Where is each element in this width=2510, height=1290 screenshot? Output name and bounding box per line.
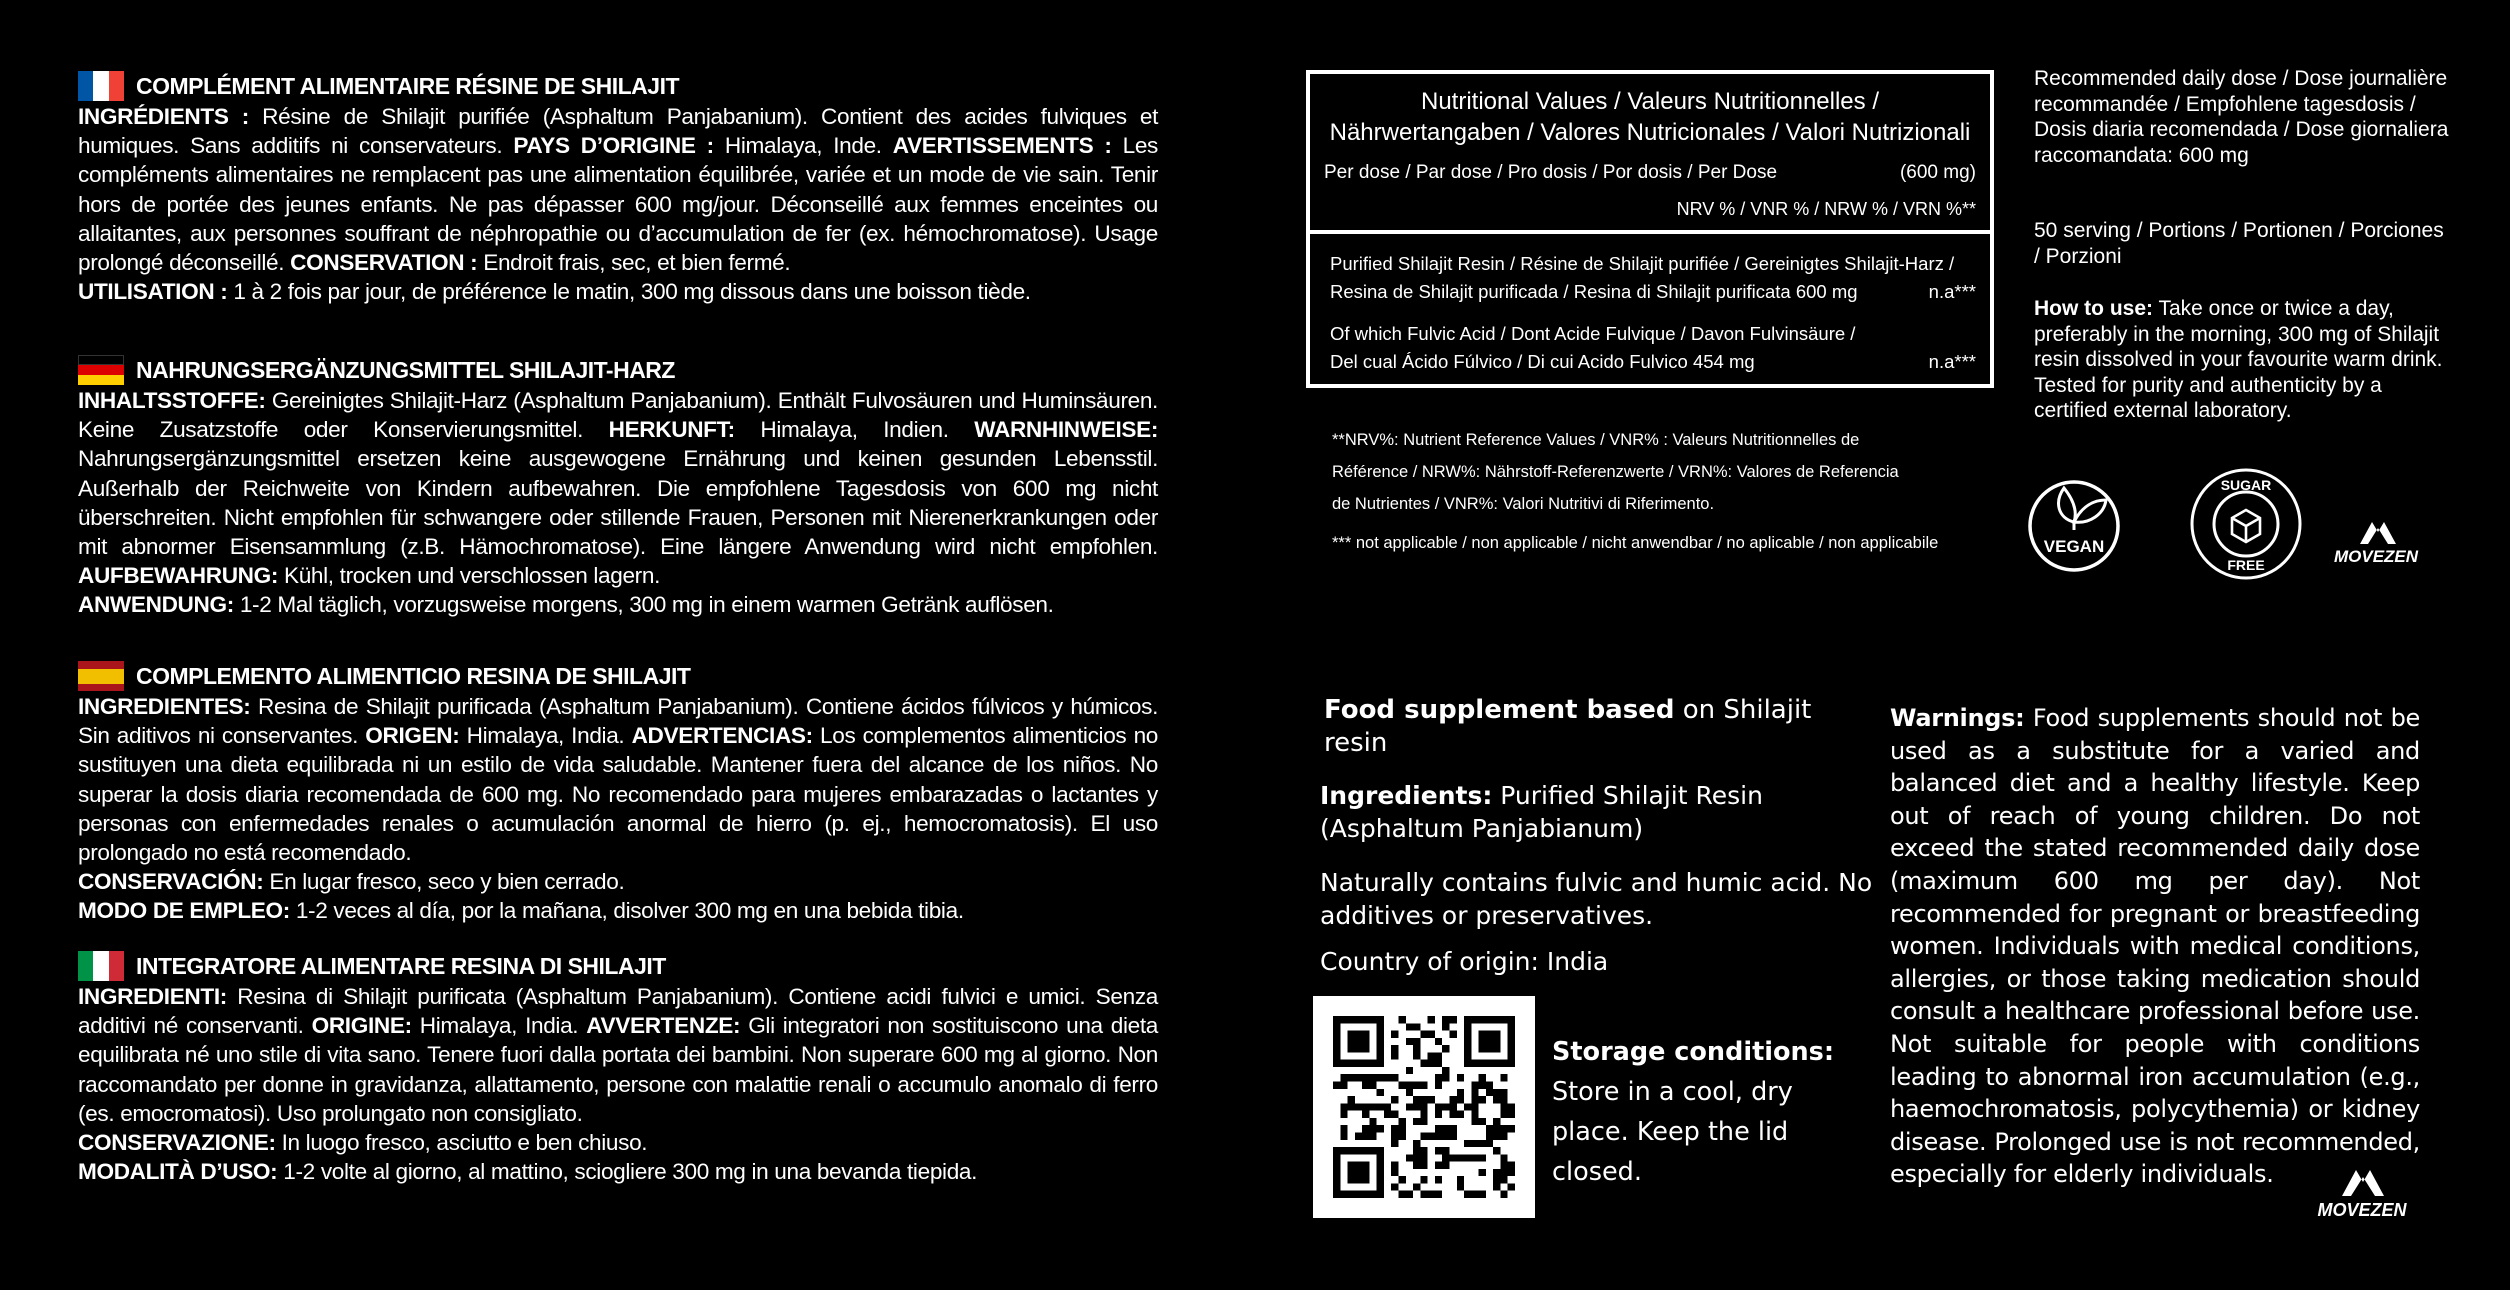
mountain-logo-icon [2292, 1160, 2432, 1220]
sugar-cube-icon [2188, 466, 2304, 582]
de-origin-label: HERKUNFT: [608, 417, 735, 443]
qr-finder-pattern [1333, 1147, 1384, 1198]
it-ingredients-text: Resina di Shilajit purificata (Asphaltum Panjabanium). Contiene acidi fulvici e umici. Senza additivi né conservanti. [78, 984, 1158, 1039]
vegan-badge [2024, 468, 2124, 578]
fr-warnings-label: AVERTISSEMENTS : [892, 133, 1112, 159]
fr-use-text: 1 à 2 fois par jour, de préférence le matin, 300 mg dissous dans une boisson tiède. [233, 279, 1031, 305]
brand-logo-lower [2292, 1160, 2432, 1220]
qr-finder-pattern [1464, 1016, 1515, 1067]
it-ingredients-label: INGREDIENTI: [78, 984, 227, 1009]
it-origin-text: Himalaya, India. [419, 1013, 579, 1039]
brand-name-lower: MOVEZEN [2317, 1200, 2407, 1220]
storage-conditions [1552, 1032, 1852, 1192]
nutrition-row-fulvic [1330, 320, 1976, 376]
it-storage-label: CONSERVAZIONE: [78, 1130, 276, 1156]
es-storage-label: CONSERVACIÓN: [78, 869, 264, 895]
de-ingredients-label: INHALTSSTOFFE: [78, 388, 266, 413]
section-es [78, 660, 1158, 926]
how-to-use-label: How to use: [2034, 297, 2153, 320]
flag-stripe-2 [78, 365, 124, 375]
fr-ingredients-text: Résine de Shilajit purifiée (Asphaltum Panjabanium). Contient des acides fulviques et humiques. Sans additifs ni conservateurs. [78, 104, 1158, 159]
food-supplement-bold: Food supplement based [1324, 695, 1675, 725]
nutrition-row-resin [1330, 250, 1976, 306]
es-warnings-label: ADVERTENCIAS: [631, 723, 813, 749]
daily-dose-text: Recommended daily dose / Dose journalière recommandée / Empfohlene tagesdosis / Dosis diaria recomendada / Dose giornaliera raccomandata: 600 mg [2034, 67, 2449, 167]
english-ingredients [1320, 779, 1880, 845]
de-use-label: ANWENDUNG: [78, 592, 234, 618]
servings-text: 50 serving / Portions / Portionen / Porciones / Porzioni [2034, 219, 2444, 268]
flag-stripe-2 [78, 669, 124, 684]
english-warnings-text: Food supplements should not be used as a substitute for a varied and balanced diet and a healthy lifestyle. Keep out of reach of young children. Do not exceed the stated recommended daily dose (maximum 600 mg per day). Not recommended for pregnant or breastfeeding women. Individuals with medical conditions, allergies, or those taking medication should consult a healthcare professional before use. Not suitable for people with conditions leading to abnormal iron accumulation (e.g., haemochromatosis, polycythemia) or kidney disease. Prolonged use is not recommended, especially for elderly individuals. [1890, 704, 2420, 1189]
it-use-label: MODALITÀ D’USO: [78, 1159, 278, 1185]
qr-finder-pattern [1333, 1016, 1384, 1067]
flag-germany-icon [78, 355, 124, 385]
flag-stripe-1 [78, 661, 124, 669]
mountain-logo-icon [2316, 514, 2436, 566]
section-it-body [78, 982, 1158, 1186]
nutrition-table [1306, 70, 1994, 388]
flag-stripe-3 [78, 375, 124, 385]
section-de-title: NAHRUNGSERGÄNZUNGSMITTEL SHILAJIT-HARZ [136, 356, 675, 383]
nutrition-table-header [1310, 74, 1990, 234]
sugar-free-badge [2188, 466, 2304, 582]
section-fr [78, 70, 1158, 306]
it-use-text: 1-2 volte al giorno, al mattino, sciogliere 300 mg in una bevanda tiepida. [283, 1159, 978, 1185]
section-it-title: INTEGRATORE ALIMENTARE RESINA DI SHILAJIT [136, 952, 666, 979]
it-origin-label: ORIGINE: [311, 1013, 412, 1039]
nutrition-row-fulvic-nrv: n.a*** [1928, 351, 1976, 372]
english-ingredients-text: Purified Shilajit Resin (Asphaltum Panjabianum) [1320, 781, 1763, 843]
fr-origin-label: PAYS D’ORIGINE : [513, 133, 714, 159]
it-storage-text: In luogo fresco, asciutto e ben chiuso. [281, 1130, 648, 1156]
how-to-use-text: Take once or twice a day, preferably in the morning, 300 mg of Shilajit resin dissolved in your favourite warm drink. Tested for purity and authenticity by a certified external laboratory. [2034, 297, 2443, 422]
fr-ingredients-label: INGRÉDIENTS : [78, 104, 249, 129]
food-supplement-heading [1324, 694, 1844, 760]
es-ingredients-text: Resina de Shilajit purificada (Asphaltum Panjabanium). Contiene ácidos fúlvicos y húmicos. Sin aditivos ni conservantes. [78, 694, 1158, 749]
vegan-label: VEGAN [2043, 537, 2105, 556]
flag-italy-icon [78, 951, 124, 981]
nutrition-title-line-1: Nutritional Values / Valeurs Nutritionnelles / [1421, 88, 1879, 115]
english-natural-text: Naturally contains fulvic and humic acid. No additives or preservatives. [1320, 868, 1873, 930]
nutrition-footnote-nrv [1332, 424, 2012, 520]
english-warnings [1890, 702, 2420, 1191]
nutrition-row-resin-line-1: Purified Shilajit Resin / Résine de Shilajit purifiée / Gereinigtes Shilajit-Harz / [1330, 253, 1955, 274]
nutrition-footnote-na: *** not applicable / non applicable / nicht anwendbar / no aplicable / non applicabile [1332, 534, 1939, 552]
leaf-icon [2024, 468, 2124, 578]
flag-france-icon [78, 71, 124, 101]
nutrition-per-dose-amount: (600 mg) [1899, 162, 1976, 183]
it-warnings-label: AVVERTENZE: [586, 1013, 741, 1039]
english-warnings-label: Warnings: [1890, 704, 2025, 732]
flag-stripe-1 [78, 71, 93, 101]
section-fr-title-row [78, 70, 1158, 102]
sugar-label: SUGAR [2220, 477, 2272, 493]
footnote-nrv-line-2: Référence / NRW%: Nährstoff-Referenzwerte / VRN%: Valores de Referencia [1332, 463, 1899, 481]
nutrition-row-resin-line-2: Resina de Shilajit purificada / Resina di Shilajit purificata 600 mg [1330, 281, 1858, 302]
de-origin-text: Himalaya, Indien. [760, 417, 949, 443]
es-origin-text: Himalaya, India. [466, 723, 625, 749]
nutrition-title-line-2: Nährwertangaben / Valores Nutricionales / Valori Nutrizionali [1329, 119, 1971, 146]
section-es-title-row [78, 660, 1158, 692]
section-de-body [78, 386, 1158, 620]
section-fr-body [78, 102, 1158, 306]
section-de [78, 354, 1158, 620]
de-ingredients-text: Gereinigtes Shilajit-Harz (Asphaltum Panjabanium). Enthält Fulvosäuren und Huminsäuren. Keine Zusatzstoffe oder Konservierungsmittel. [78, 388, 1158, 443]
flag-stripe-3 [78, 684, 124, 692]
fr-storage-label: CONSERVATION : [290, 250, 478, 276]
brand-logo-upper [2316, 514, 2436, 566]
flag-stripe-1 [78, 355, 124, 365]
storage-label: Storage conditions: [1552, 1037, 1835, 1067]
de-storage-text: Kühl, trocken und verschlossen lagern. [283, 563, 661, 589]
section-fr-title: COMPLÉMENT ALIMENTAIRE RÉSINE DE SHILAJIT [136, 72, 680, 99]
section-es-body [78, 692, 1158, 926]
de-use-text: 1-2 Mal täglich, vorzugsweise morgens, 300 mg in einem warmen Getränk auflösen. [239, 592, 1054, 618]
section-it [78, 950, 1158, 1186]
fr-origin-text: Himalaya, Inde. [724, 133, 882, 159]
flag-stripe-3 [109, 951, 124, 981]
nutrition-row-resin-nrv: n.a*** [1928, 281, 1976, 302]
section-de-title-row [78, 354, 1158, 386]
flag-stripe-2 [93, 71, 108, 101]
fr-warnings-text: Les compléments alimentaires ne remplacent pas une alimentation équilibrée, variée et un mode de vie sain. Tenir hors de portée des jeunes enfants. Ne pas dépasser 600 mg/jour. Déconseillé aux femmes enceintes ou allaitantes, aux personnes souffrant de néphropathie ou d’accumulation de fer (ex. hémochromatose). Usage prolongé déconseillé. [78, 133, 1158, 276]
qr-code [1313, 996, 1535, 1218]
it-warnings-text: Gli integratori non sostituiscono una dieta equilibrata né uno stile di vita sano. Tenere fuori dalla portata dei bambini. Non superare 600 mg al giorno. Non raccomandato per donne in gravidanza, allattamento, persone con malattie renali o accumulo anomalo di ferro (es. emocromatosi). Uso prolungato non consigliato. [78, 1013, 1158, 1126]
english-origin-text: Country of origin: India [1320, 947, 1609, 976]
de-storage-label: AUFBEWAHRUNG: [78, 563, 279, 589]
section-es-title: COMPLEMENTO ALIMENTICIO RESINA DE SHILAJIT [136, 662, 691, 689]
es-use-text: 1-2 veces al día, por la mañana, disolver 300 mg en una bebida tibia. [295, 898, 964, 924]
brand-name-upper: MOVEZEN [2333, 547, 2419, 566]
free-label: FREE [2227, 557, 2265, 573]
food-supplement-rest: on Shilajit resin [1324, 695, 1812, 758]
es-use-label: MODO DE EMPLEO: [78, 898, 290, 924]
nutrition-table-title [1310, 86, 1990, 148]
footnote-nrv-line-1: **NRV%: Nutrient Reference Values / VNR% : Valeurs Nutritionnelles de [1332, 431, 1860, 449]
how-to-use [2034, 296, 2454, 424]
nutrition-per-dose-label: Per dose / Par dose / Pro dosis / Por dosis / Per Dose [1324, 162, 1778, 183]
flag-stripe-1 [78, 951, 93, 981]
qr-code-icon [1333, 1016, 1515, 1198]
nutrition-nrv-header: NRV % / VNR % / NRW % / VRN %** [1676, 199, 1976, 219]
section-it-title-row [78, 950, 1158, 982]
es-warnings-text: Los complementos alimenticios no sustituyen una dieta equilibrada ni un estilo de vida saludable. Mantener fuera del alcance de los niños. No superar la dosis diaria recomendada de 600 mg. No recomendado para mujeres embarazadas o lactantes y personas con enfermedades renales o acumulación anormal de hierro (p. ej., hemocromatosis). El uso prolongado no está recomendado. [78, 723, 1159, 866]
de-warnings-label: WARNHINWEISE: [974, 417, 1158, 443]
storage-text: Store in a cool, dry place. Keep the lid closed. [1552, 1077, 1793, 1187]
footnote-nrv-line-3: de Nutrientes / VNR%: Valori Nutritivi di Riferimento. [1332, 495, 1715, 513]
es-origin-label: ORIGEN: [365, 723, 460, 749]
nutrition-per-dose-row [1324, 162, 1976, 184]
flag-stripe-3 [109, 71, 124, 101]
nutrition-row-fulvic-line-1: Of which Fulvic Acid / Dont Acide Fulvique / Davon Fulvinsäure / [1330, 323, 1856, 344]
fr-use-label: UTILISATION : [78, 279, 228, 305]
english-ingredients-label: Ingredients: [1320, 781, 1493, 810]
es-storage-text: En lugar fresco, seco y bien cerrado. [269, 869, 625, 895]
nutrition-row-fulvic-line-2: Del cual Ácido Fúlvico / Di cui Acido Fulvico 454 mg [1330, 351, 1755, 372]
es-ingredients-label: INGREDIENTES: [78, 694, 251, 719]
flag-spain-icon [78, 661, 124, 691]
de-warnings-text: Nahrungsergänzungsmittel ersetzen keine ausgewogene Ernährung und keinen gesunden Lebensstil. Außerhalb der Reichweite von Kindern aufbewahren. Die empfohlene Tagesdosis von 600 mg nicht überschreiten. Nicht empfohlen für schwangere oder stillende Frauen, Personen mit Nierenerkrankungen oder mit abnormer Eisensammlung (z.B. Hämochromatose). Eine längere Anwendung wird nicht empfohlen. [78, 446, 1158, 560]
fr-storage-text: Endroit frais, sec, et bien fermé. [483, 250, 791, 276]
flag-stripe-2 [93, 951, 108, 981]
